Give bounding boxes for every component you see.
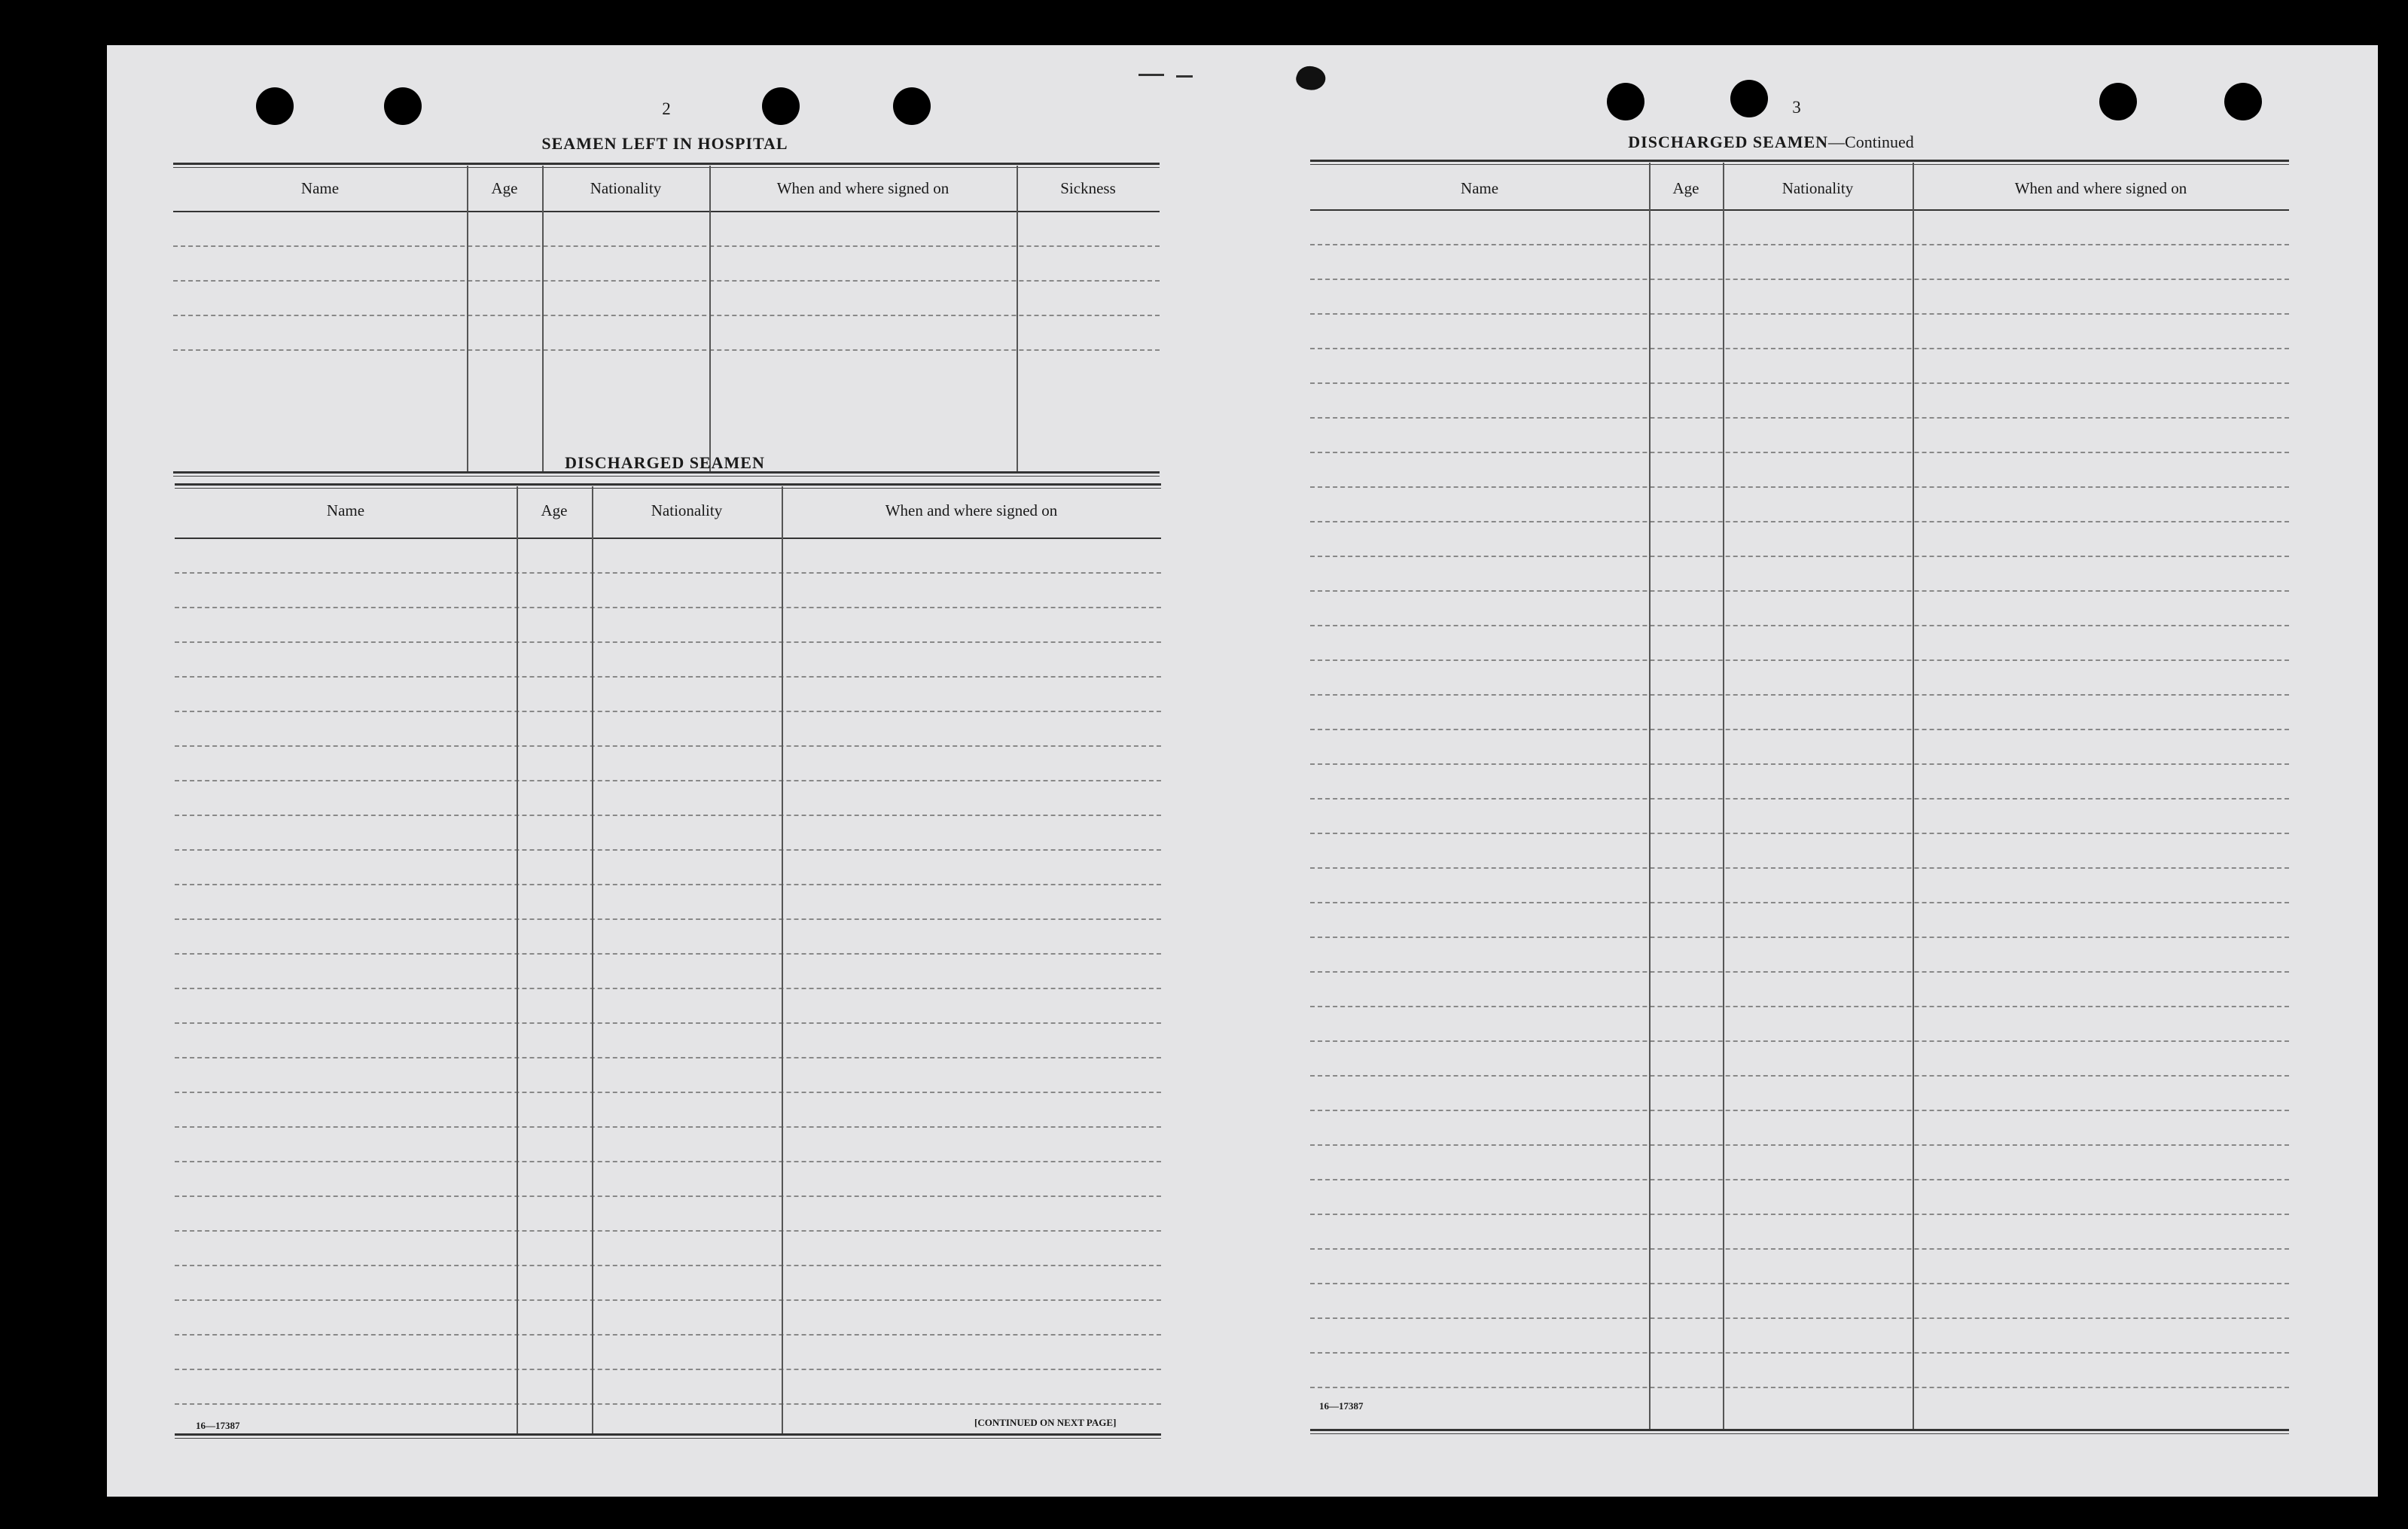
- column-header-signed-on: When and where signed on: [2014, 179, 2187, 197]
- discharged-table-right: [1310, 160, 2289, 1439]
- punch-hole-left-4: [893, 87, 931, 125]
- punch-hole-right-3: [2099, 83, 2137, 120]
- column-header-sickness: Sickness: [1060, 179, 1116, 197]
- form-number-right: 16—17387: [1319, 1400, 1364, 1412]
- discharged-table-left: [175, 483, 1161, 1454]
- column-header-nationality: Nationality: [651, 501, 723, 519]
- ink-blot: [1294, 62, 1329, 94]
- scan-mark: [1176, 75, 1193, 78]
- column-header-nationality: Nationality: [590, 179, 662, 197]
- continued-suffix: —Continued: [1828, 132, 1914, 151]
- column-header-signed-on: When and where signed on: [776, 179, 949, 197]
- continued-note: [CONTINUED ON NEXT PAGE]: [974, 1417, 1117, 1428]
- punch-hole-left-2: [384, 87, 422, 125]
- discharged-section-title: DISCHARGED SEAMEN: [565, 453, 765, 472]
- punch-hole-left-1: [256, 87, 294, 125]
- punch-hole-right-2: [1730, 80, 1768, 117]
- punch-hole-right-4: [2224, 83, 2262, 120]
- column-header-signed-on: When and where signed on: [885, 501, 1058, 519]
- page-number-left: 2: [662, 99, 671, 118]
- page-number-right: 3: [1792, 98, 1801, 117]
- scan-mark: [1138, 74, 1164, 76]
- hospital-table: [173, 163, 1160, 479]
- column-header-age: Age: [491, 179, 518, 197]
- column-header-age: Age: [1672, 179, 1699, 197]
- column-header-age: Age: [541, 501, 568, 519]
- punch-hole-right-1: [1607, 83, 1644, 120]
- scanned-paper: [107, 45, 2378, 1497]
- hospital-section-title: SEAMEN LEFT IN HOSPITAL: [541, 134, 788, 153]
- column-header-name: Name: [300, 179, 340, 197]
- column-header-nationality: Nationality: [1782, 179, 1854, 197]
- form-number-left: 16—17387: [196, 1420, 240, 1431]
- column-header-name: Name: [1460, 179, 1499, 197]
- discharged-continued-title: [1598, 132, 1944, 152]
- column-header-name: Name: [326, 501, 365, 519]
- discharged-continued-title-text: DISCHARGED SEAMEN: [1628, 132, 1829, 151]
- punch-hole-left-3: [762, 87, 800, 125]
